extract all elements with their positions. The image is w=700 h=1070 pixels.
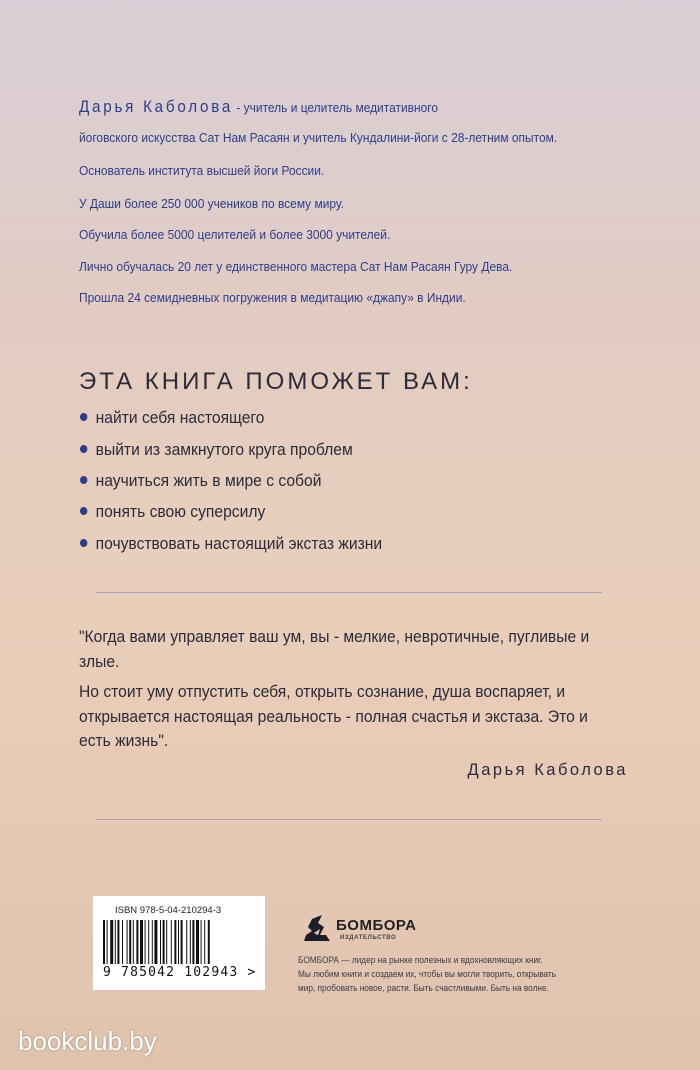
barcode-digits: 9 785042 102943 > bbox=[103, 965, 257, 980]
quote-line-4: открывается настоящая реальность - полная счастья и экстаза. Это и bbox=[79, 707, 588, 726]
publisher-subtitle: ИЗДАТЕЛЬСТВО bbox=[340, 935, 397, 941]
benefit-label: почувствовать настоящий экстаз жизни bbox=[95, 534, 383, 553]
benefits-title: ЭТА КНИГА ПОМОЖЕТ ВАМ: bbox=[79, 368, 473, 395]
benefit-item bbox=[80, 440, 353, 460]
quote-line-1: "Когда вами управляет ваш ум, вы - мелкие, невротичные, пугливые и bbox=[79, 627, 590, 646]
benefit-label: научиться жить в мире с собой bbox=[95, 471, 322, 490]
quote-author: Дарья Каболова bbox=[467, 761, 628, 779]
bio-intro: - учитель и целитель медитативного bbox=[233, 100, 439, 115]
author-name: Дарья Каболова bbox=[79, 98, 234, 116]
divider-bottom bbox=[96, 819, 602, 820]
benefit-label: найти себя настоящего bbox=[95, 408, 265, 427]
bio-line-2: Основатель института высшей йоги России. bbox=[79, 163, 325, 178]
quote-line-3: Но стоит уму отпустить себя, открыть сознание, душа воспаряет, и bbox=[79, 682, 566, 701]
bombora-logo-icon bbox=[300, 911, 334, 945]
benefit-item bbox=[80, 534, 382, 554]
bullet-icon bbox=[80, 476, 87, 484]
publisher-line-2: Мы любим книги и создаем их, чтобы вы могли творить, открывать bbox=[298, 969, 557, 979]
bio-heading-line bbox=[79, 98, 438, 117]
quote-line-2: злые. bbox=[79, 652, 120, 671]
publisher-line-3: мир, пробовать новое, расти. Быть счастливыми. Быть на волне. bbox=[298, 983, 549, 993]
divider-top bbox=[96, 592, 602, 593]
bullet-icon bbox=[80, 539, 87, 547]
publisher-line-1: БОМБОРА — лидер на рынке полезных и вдохновляющих книг. bbox=[298, 955, 543, 965]
benefit-label: выйти из замкнутого круга проблем bbox=[95, 440, 353, 459]
watermark: bookclub.by bbox=[18, 1026, 157, 1056]
benefit-item bbox=[80, 471, 321, 491]
benefit-item bbox=[80, 502, 265, 522]
isbn-text: ISBN 978-5-04-210294-3 bbox=[115, 905, 222, 916]
benefit-label: понять свою суперсилу bbox=[95, 502, 266, 521]
bullet-icon bbox=[80, 445, 87, 453]
bio-line-3: У Даши более 250 000 учеников по всему миру. bbox=[79, 196, 345, 211]
bullet-icon bbox=[80, 507, 87, 515]
barcode-panel bbox=[93, 896, 265, 990]
benefit-item bbox=[80, 408, 264, 428]
publisher-name: БОМБОРА bbox=[336, 917, 417, 934]
bio-line-1: йоговского искусства Сат Нам Расаян и учитель Кундалини-йоги с 28-летним опытом. bbox=[79, 130, 558, 145]
barcode-graphic bbox=[103, 920, 255, 966]
quote-line-5: есть жизнь". bbox=[79, 731, 169, 750]
bio-line-4: Обучила более 5000 целителей и более 3000 учителей. bbox=[79, 227, 391, 242]
bio-line-5: Лично обучалась 20 лет у единственного мастера Сат Нам Расаян Гуру Дева. bbox=[79, 259, 513, 274]
bio-line-6: Прошла 24 семидневных погружения в медитацию «джапу» в Индии. bbox=[79, 290, 466, 305]
bullet-icon bbox=[80, 413, 87, 421]
